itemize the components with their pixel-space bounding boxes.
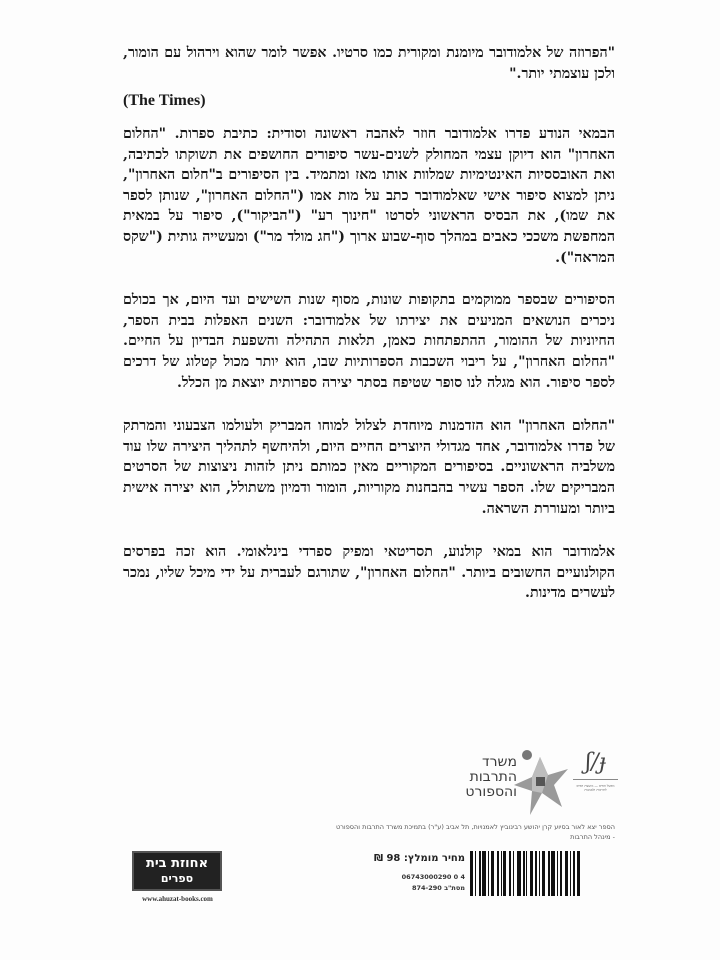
ministry-line-3: והספורט (465, 784, 517, 800)
lottery-fineprint: מפעל הפיס — מועצת הפיס לתרבות ולאמנות (576, 784, 615, 792)
publisher-logo (132, 851, 222, 891)
paragraph-3: "החלום האחרון" הוא הזדמנות מיוחדת לצלול למוחו המבריק ולעולמו הצבעוני והמרתק של פדרו אלמודובר, אחד מגדולי היוצרים החיים היום, ולהיחשף לתהליך היצירה שלו עוד משלביה הראשוניים. בסיפורים המקוריים מאין כמותם ניתן לזהות ניצוצות של הסרטים המבריקים שלו. הספר עשיר בהבחנות מקוריות, הומור ודמיון משתולל, הוא יצירה אישית ביותר ומעוררת השראה. (123, 418, 615, 517)
price-label: מחיר מומלץ: 98 ₪ (373, 853, 465, 864)
paragraph-2: הסיפורים שבספר ממוקמים בתקופות שונות, מסוף שנות השישים ועד היום, אך בכולם ניכרים הנושאים המניעים את יצירתו של אלמודובר: השנים האפלות בבית הספר, החיוניות של ההומור, ההתפתחות כאמן, תלאות התהילה והשפעת הבדיון על החיים. "החלום האחרון", על ריבוי השכבות הספרותיות שבו, הוא יותר מכול קטלוג של דרכים לספר סיפור. הוא מגלה לנו סופר שטיפח בסתר יצירה ספרותית יוצאת מן הכלל. (123, 292, 615, 391)
ministry-logo-text (455, 755, 517, 800)
isbn-info (365, 872, 465, 894)
publisher-website: www.ahuzat-books.com (142, 895, 213, 903)
lottery-signature-icon: ʃ/ɟ (585, 750, 606, 775)
ministry-line-1: משרד (482, 754, 517, 770)
isbn-line-2: מסת"ב 874-290 (411, 884, 465, 892)
body-text (123, 124, 615, 604)
barcode (470, 851, 617, 896)
support-note: הספר יצא לאור בסיוע קרן יהושע רבינוביץ לאמנויות, תל אביב (ע"ר) בתמיכת משרד התרבות והספורט - מינהל התרבות (336, 823, 615, 841)
quote-source: (The Times) (123, 92, 206, 109)
review-quote: "הפרוזה של אלמודובר מיומנת ומקורית כמו סרטיו. אפשר לומר שהוא וירהול עם הומור, ולכן עוצמתי יותר." (123, 45, 615, 82)
ministry-line-2: התרבות (469, 769, 517, 785)
quote-block (123, 43, 615, 84)
publisher-name-line-1: אחוזת בית (145, 856, 209, 871)
publisher-name-line-2: ספרים (160, 872, 194, 885)
paragraph-1: הבמאי הנודע פדרו אלמודובר חוזר לאהבה ראשונה וסודית: כתיבת ספרות. "החלום האחרון" הוא דיוקן עצמי המחולק לשנים-עשר סיפורים החושפים את תשוקתו לכתיבה, ואת האובססיות האינטימיות שמלוות אותו מאז ומתמיד. בין הסיפורים ב"חלום האחרון", ניתן למצוא סיפור אישי שאלמודובר כתב על מות אמו ("החלום האחרון", שנותן לספר את שמו), את הבסיס הראשוני לסרטו "חינוך רע" ("הביקור"), סיפור על במאית המחפשת משככי כאבים במהלך סוף-שבוע ארוך ("חג מולד מר") ומעשייה גותית ("שקס המראה"). (123, 126, 615, 266)
divider (573, 779, 618, 780)
lottery-logo (573, 750, 618, 818)
sponsor-logos (455, 745, 615, 820)
paragraph-4: אלמודובר הוא במאי קולנוע, תסריטאי ומפיק ספרדי בינלאומי. הוא זכה בפרסים הקולנועיים החשובים ביותר. "החלום האחרון", שתורגם לעברית על ידי מיכל שליו, נמכר לעשרים מדינות. (123, 544, 615, 602)
isbn-line-1: 4 0 06743000290 (401, 873, 465, 881)
ministry-star-icon (510, 747, 570, 817)
